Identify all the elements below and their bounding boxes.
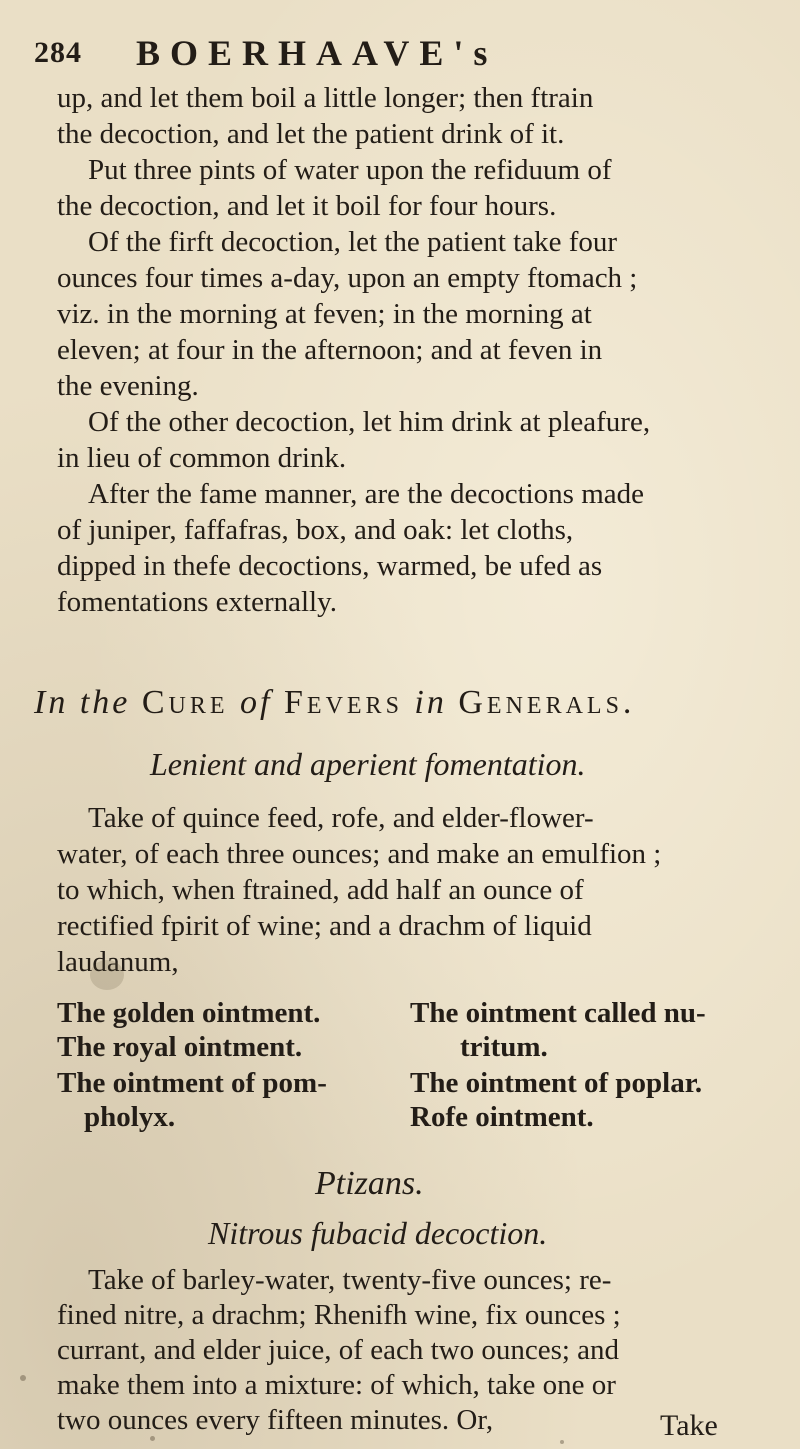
- text-line: fined nitre, a drachm; Rhenifh wine, fix ounces ;: [57, 1299, 621, 1331]
- text-line: ounces four times a-day, upon an empty ftomach ;: [57, 262, 638, 294]
- paper-speck: [150, 1436, 155, 1441]
- heading-prefix: In the: [34, 684, 131, 721]
- text-line: Take of barley-water, twenty-five ounces; re-: [88, 1264, 612, 1296]
- text-line: the decoction, and let it boil for four hours.: [57, 190, 557, 222]
- text-line: eleven; at four in the afternoon; and at feven in: [57, 334, 603, 366]
- heading-in: in: [414, 684, 447, 721]
- page-header: [34, 32, 774, 82]
- ointment-item: The ointment of poplar.: [410, 1067, 703, 1099]
- text-line: Of the firft decoction, let the patient take four: [88, 226, 618, 258]
- heading-cure: Cure: [141, 684, 229, 721]
- text-line: of juniper, faffafras, box, and oak: let cloths,: [57, 514, 574, 546]
- paper-speck: [20, 1375, 26, 1381]
- text-line: viz. in the morning at feven; in the morning at: [57, 298, 592, 330]
- ointment-item: Rofe ointment.: [410, 1101, 594, 1133]
- text-line: rectified fpirit of wine; and a drachm of liquid: [57, 910, 592, 942]
- section-heading: [34, 684, 635, 722]
- text-line: Take of quince feed, rofe, and elder-flower-: [88, 802, 594, 834]
- text-line: water, of each three ounces; and make an emulfion ;: [57, 838, 662, 870]
- text-line: to which, when ftrained, add half an ounce of: [57, 874, 584, 906]
- text-line: two ounces every fifteen minutes. Or,: [57, 1404, 494, 1436]
- ointment-item: The ointment called nu-: [410, 997, 706, 1029]
- ptizans-title: Ptizans.: [315, 1165, 424, 1202]
- text-line: laudanum,: [57, 946, 179, 978]
- catchword: Take: [660, 1409, 718, 1442]
- text-line: Of the other decoction, let him drink at pleafure,: [88, 406, 651, 438]
- text-line: dipped in thefe decoctions, warmed, be ufed as: [57, 550, 603, 582]
- ointment-item: The golden ointment.: [57, 997, 321, 1029]
- heading-generals: Generals.: [458, 684, 636, 721]
- ointment-item: tritum.: [460, 1031, 548, 1063]
- text-line: in lieu of common drink.: [57, 442, 347, 474]
- running-title: BOERHAAVE's: [136, 33, 498, 73]
- heading-of: of: [240, 684, 273, 721]
- text-line: currant, and elder juice, of each two ounces; and: [57, 1334, 620, 1366]
- text-line: make them into a mixture: of which, take one or: [57, 1369, 616, 1401]
- text-line: the decoction, and let the patient drink of it.: [57, 118, 565, 150]
- ointment-item: The royal ointment.: [57, 1031, 303, 1063]
- text-line: Put three pints of water upon the refiduum of: [88, 154, 612, 186]
- text-line: fomentations externally.: [57, 586, 337, 618]
- nitrous-title: Nitrous fubacid decoction.: [208, 1215, 548, 1251]
- ointment-item: The ointment of pom-: [57, 1067, 327, 1099]
- fomentation-title: Lenient and aperient fomentation.: [150, 746, 586, 782]
- text-line: After the fame manner, are the decoctions made: [88, 478, 645, 510]
- page-number: 284: [34, 36, 82, 69]
- ointment-item: pholyx.: [84, 1101, 176, 1133]
- paper-speck: [560, 1440, 564, 1444]
- paper-stain: [90, 960, 124, 990]
- text-line: up, and let them boil a little longer; then ftrain: [57, 82, 594, 114]
- heading-fevers: Fevers: [284, 684, 403, 721]
- text-line: the evening.: [57, 370, 199, 402]
